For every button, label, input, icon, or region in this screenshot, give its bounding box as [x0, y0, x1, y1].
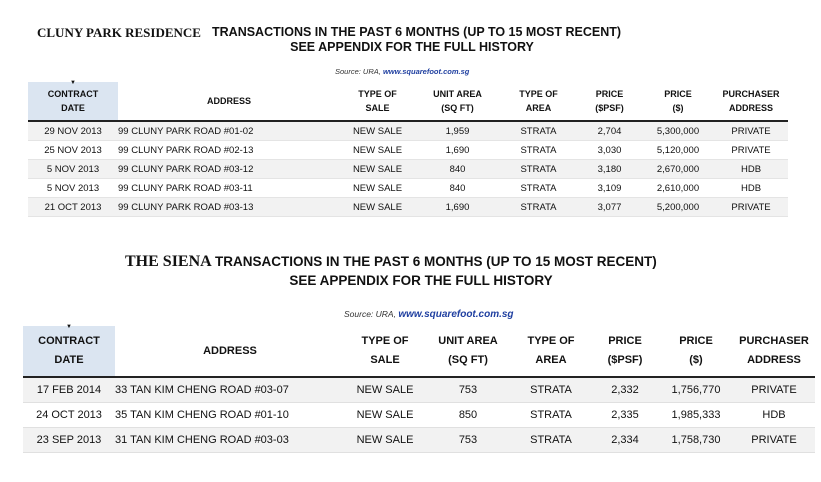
price-cell: 2,610,000	[642, 179, 714, 198]
price-psf-header[interactable]: PRICE ($PSF)	[591, 326, 659, 377]
address-cell: 99 CLUNY PARK ROAD #03-13	[118, 198, 340, 217]
purchaser-address-cell: PRIVATE	[714, 198, 788, 217]
type-of-sale-cell: NEW SALE	[345, 428, 425, 453]
source-note	[344, 309, 514, 320]
purchaser-address-cell: PRIVATE	[714, 141, 788, 160]
contract-date-cell: 24 OCT 2013	[23, 403, 115, 428]
unit-area-cell: 1,959	[415, 121, 500, 141]
price-psf-cell: 3,030	[577, 141, 642, 160]
price-psf-cell: 2,335	[591, 403, 659, 428]
contract-date-cell: 23 SEP 2013	[23, 428, 115, 453]
address-cell: 99 CLUNY PARK ROAD #03-12	[118, 160, 340, 179]
price-psf-cell: 2,334	[591, 428, 659, 453]
price-cell: 1,985,333	[659, 403, 733, 428]
price-cell: 2,670,000	[642, 160, 714, 179]
unit-area-cell: 753	[425, 377, 511, 403]
purchaser-address-cell: PRIVATE	[733, 377, 815, 403]
type-of-sale-cell: NEW SALE	[340, 121, 415, 141]
price-psf-cell: 3,109	[577, 179, 642, 198]
project-name: THE SIENA	[125, 253, 212, 270]
address-cell: 35 TAN KIM CHENG ROAD #01-10	[115, 403, 345, 428]
unit-area-cell: 1,690	[415, 198, 500, 217]
type-of-area-cell: STRATA	[500, 121, 577, 141]
contract-date-cell: 29 NOV 2013	[28, 121, 118, 141]
address-cell: 99 CLUNY PARK ROAD #02-13	[118, 141, 340, 160]
table-row	[28, 141, 788, 160]
price-psf-cell: 2,704	[577, 121, 642, 141]
table-row	[28, 179, 788, 198]
price-cell: 1,756,770	[659, 377, 733, 403]
sort-down-icon: ▼	[66, 324, 72, 330]
address-cell: 33 TAN KIM CHENG ROAD #03-07	[115, 377, 345, 403]
contract-date-header[interactable]: ▼ CONTRACT DATE	[28, 82, 118, 121]
table-header-row	[28, 82, 788, 121]
purchaser-address-cell: HDB	[714, 160, 788, 179]
unit-area-cell: 850	[425, 403, 511, 428]
sort-down-icon: ▼	[70, 80, 76, 86]
title-line-2: SEE APPENDIX FOR THE FULL HISTORY	[289, 273, 553, 288]
price-psf-header[interactable]: PRICE ($PSF)	[577, 82, 642, 121]
source-note	[335, 67, 469, 76]
price-psf-cell: 2,332	[591, 377, 659, 403]
unit-area-cell: 753	[425, 428, 511, 453]
purchaser-address-cell: PRIVATE	[733, 428, 815, 453]
type-of-sale-cell: NEW SALE	[340, 160, 415, 179]
purchaser-address-header[interactable]: PURCHASER ADDRESS	[714, 82, 788, 121]
address-cell: 31 TAN KIM CHENG ROAD #03-03	[115, 428, 345, 453]
type-of-sale-cell: NEW SALE	[345, 377, 425, 403]
table-row	[28, 198, 788, 217]
type-of-area-cell: STRATA	[500, 198, 577, 217]
unit-area-header[interactable]: UNIT AREA (SQ FT)	[415, 82, 500, 121]
price-psf-cell: 3,180	[577, 160, 642, 179]
unit-area-cell: 840	[415, 179, 500, 198]
type-of-sale-header[interactable]: TYPE OF SALE	[345, 326, 425, 377]
table-row	[28, 121, 788, 141]
purchaser-address-cell: HDB	[733, 403, 815, 428]
transactions-table	[23, 326, 815, 453]
project-name: CLUNY PARK RESIDENCE	[37, 25, 201, 40]
type-of-area-cell: STRATA	[500, 179, 577, 198]
address-header[interactable]: ADDRESS	[118, 82, 340, 121]
type-of-area-header[interactable]: TYPE OF AREA	[500, 82, 577, 121]
source-label: Source: URA,	[335, 67, 381, 76]
price-cell: 1,758,730	[659, 428, 733, 453]
type-of-area-cell: STRATA	[511, 377, 591, 403]
type-of-area-header[interactable]: TYPE OF AREA	[511, 326, 591, 377]
purchaser-address-cell: PRIVATE	[714, 121, 788, 141]
section-title	[215, 252, 657, 290]
type-of-sale-cell: NEW SALE	[345, 403, 425, 428]
type-of-area-cell: STRATA	[511, 403, 591, 428]
price-cell: 5,300,000	[642, 121, 714, 141]
type-of-area-cell: STRATA	[500, 160, 577, 179]
type-of-sale-header[interactable]: TYPE OF SALE	[340, 82, 415, 121]
type-of-sale-cell: NEW SALE	[340, 141, 415, 160]
price-cell: 5,200,000	[642, 198, 714, 217]
contract-date-cell: 5 NOV 2013	[28, 179, 118, 198]
title-line-2: SEE APPENDIX FOR THE FULL HISTORY	[290, 40, 534, 54]
source-link[interactable]: www.squarefoot.com.sg	[398, 309, 514, 320]
source-label: Source: URA,	[344, 309, 396, 319]
address-header[interactable]: ADDRESS	[115, 326, 345, 377]
contract-date-cell: 5 NOV 2013	[28, 160, 118, 179]
price-cell: 5,120,000	[642, 141, 714, 160]
contract-date-cell: 25 NOV 2013	[28, 141, 118, 160]
address-cell: 99 CLUNY PARK ROAD #03-11	[118, 179, 340, 198]
table-row	[23, 377, 815, 403]
transactions-table	[28, 82, 788, 217]
type-of-area-cell: STRATA	[511, 428, 591, 453]
type-of-sale-cell: NEW SALE	[340, 179, 415, 198]
table-header-row	[23, 326, 815, 377]
unit-area-cell: 840	[415, 160, 500, 179]
table-row	[28, 160, 788, 179]
address-cell: 99 CLUNY PARK ROAD #01-02	[118, 121, 340, 141]
table-row	[23, 403, 815, 428]
purchaser-address-cell: HDB	[714, 179, 788, 198]
section-title	[212, 25, 622, 55]
contract-date-cell: 17 FEB 2014	[23, 377, 115, 403]
unit-area-header[interactable]: UNIT AREA (SQ FT)	[425, 326, 511, 377]
type-of-area-cell: STRATA	[500, 141, 577, 160]
type-of-sale-cell: NEW SALE	[340, 198, 415, 217]
purchaser-address-header[interactable]: PURCHASER ADDRESS	[733, 326, 815, 377]
price-psf-cell: 3,077	[577, 198, 642, 217]
price-header[interactable]: PRICE ($)	[642, 82, 714, 121]
contract-date-header[interactable]: ▼ CONTRACT DATE	[23, 326, 115, 377]
source-link[interactable]: www.squarefoot.com.sg	[382, 67, 470, 76]
price-header[interactable]: PRICE ($)	[659, 326, 733, 377]
unit-area-cell: 1,690	[415, 141, 500, 160]
table-row	[23, 428, 815, 453]
title-line-1: TRANSACTIONS IN THE PAST 6 MONTHS (UP TO 15 MOST RECENT)	[215, 254, 657, 269]
title-line-1: TRANSACTIONS IN THE PAST 6 MONTHS (UP TO 15 MOST RECENT)	[212, 25, 622, 39]
contract-date-cell: 21 OCT 2013	[28, 198, 118, 217]
